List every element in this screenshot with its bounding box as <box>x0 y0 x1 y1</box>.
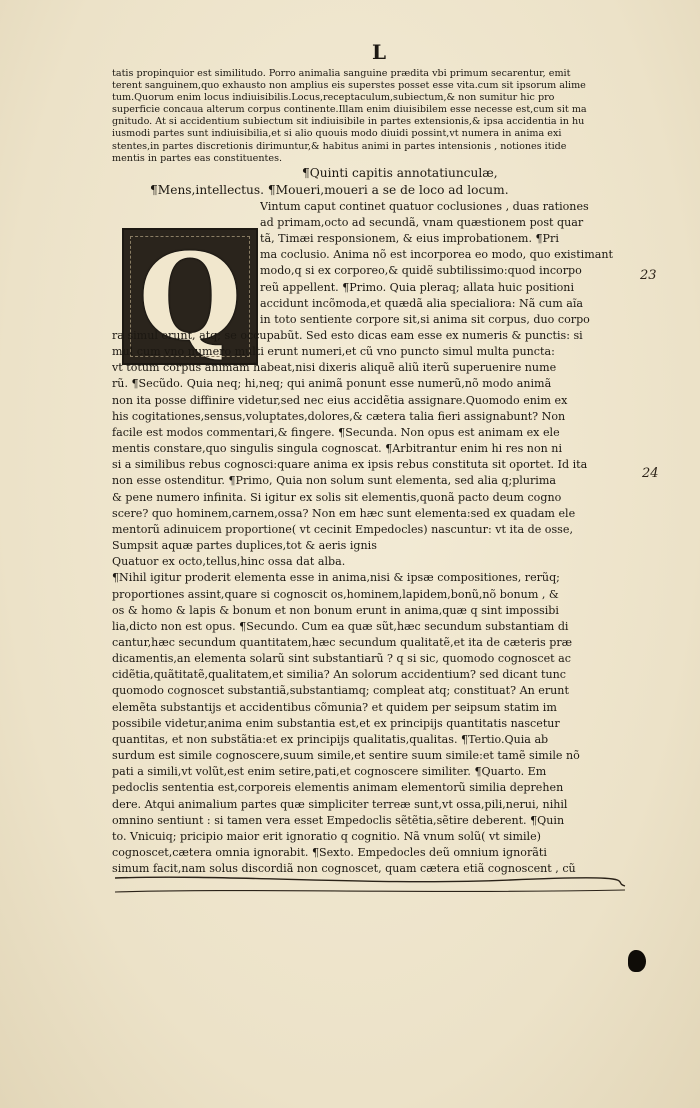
text-line: surdum est simile cognoscere,suum simile,et sentire suum simile:et tamẽ simile nõ <box>112 749 580 763</box>
section-heading: ¶Quinti capitis annotatiunculæ, <box>302 165 498 180</box>
text-line: iusmodi partes sunt indiuisibilia,et si alio quouis modo diuidi possint,vt numera in anima exi <box>112 128 562 140</box>
text-line: tum.Quorum enim locus indiuisibilis.Locus,receptaculum,subiectum,& non sumitur hic pro <box>112 92 555 104</box>
text-line: quomodo cognoscet substantiã,substantiamq; compleat atq; constituat? An erunt <box>112 684 569 698</box>
text-line: ¶Nihil igitur proderit elementa esse in anima,nisi & ipsæ compositiones, rerũq; <box>112 571 560 585</box>
text-line: terent sanguinem,quo exhausto non amplius eis superstes posset esse vita.cum sit ipsorum alime <box>112 80 586 92</box>
text-line: vt totum corpus animam habeat,nisi dixeris aliquẽ aliũ iterũ superuenire nume <box>112 361 557 375</box>
main-text <box>112 68 642 877</box>
text-line: cantur,hæc secundum quantitatem,hæc secundum qualitatẽ,et ita de cæteris præ <box>112 635 573 649</box>
text-line: elemẽta substantijs et accidentibus cõmunia? et quidem per seipsum statim im <box>112 700 557 714</box>
text-line: his cogitationes,sensus,voluptates,dolores,& cætera talia fieri assignabunt? Non <box>112 409 566 423</box>
text-line: mentorũ adinuicem proportione( vt cecinit Empedocles) nascuntur: vt ita de osse, <box>112 522 573 536</box>
text-line: to. Vnicuiq; pricipio maior erit ignoratio q cognitio. Nã vnum solũ( vt simile) <box>112 829 541 843</box>
text-line: lia,dicto non est opus. ¶Secundo. Cum ea quæ sũt,hæc secundum substantiam di <box>112 619 569 633</box>
text-line: omnino sentiunt : si tamen vera esset Empedoclis sẽtẽtia,sẽtire deberent. ¶Quin <box>112 813 565 827</box>
text-line: os & homo & lapis & bonum et non bonum erunt in anima,quæ q sint impossibi <box>112 603 559 617</box>
text-line: tatis propinquior est similitudo. Porro animalia sanguine prædita vbi primum secarentur, emit <box>112 68 571 79</box>
text-line: stentes,in partes discretionis dirimuntur,& habitus animi in partes intensionis , notiones itide <box>112 140 567 152</box>
text-line: reũ appellent. ¶Primo. Quia pleraq; allata huic positioni <box>260 280 574 294</box>
text-line: cidẽtia,quãtitatẽ,qualitatem,et similia? An solorum accidentium? sed dicant tunc <box>112 668 566 682</box>
initial-letter: Q <box>138 226 242 366</box>
text-line: mentis in partes eas constituentes. <box>112 152 283 164</box>
text-line: si a similibus rebus cognosci:quare anima ex ipsis rebus constituta sit oportet. Id ita <box>112 458 588 472</box>
text-line: superficie concaua alterum corpus continente.Illam enim diuisibilem esse necesse est,cum sit ma <box>112 104 587 116</box>
handwritten-underline <box>110 872 630 896</box>
page-signature: L <box>372 40 388 64</box>
text-line: ra simul erunt, atq; se occupabũt. Sed esto dicas eam esse ex numeris & punctis: si <box>112 329 583 342</box>
text-line: facile est modos commentari,& fingere. ¶Secunda. Non opus est animam ex ele <box>112 425 560 439</box>
text-line: in toto sentiente corpore sit,si anima sit corpus, duo corpo <box>260 312 590 326</box>
text-line: & pene numero infinita. Si igitur ex solis sit elementis,quonã pacto deum cogno <box>112 490 562 504</box>
text-line: cognoscet,cætera omnia ignorabit. ¶Sexto. Empedocles deũ omnium ignorãti <box>112 846 547 859</box>
text-line: quantitas, et non substãtia:et ex principijs qualitatis,qualitas. ¶Tertio.Quia ab <box>112 732 549 746</box>
margin-note-23: 23 <box>640 268 657 283</box>
text-line: gnitudo. At si accidentium subiectum sit indiuisibile in partes extensionis,& ipsa accidentia in hu <box>112 116 585 128</box>
text-line: non esse ostenditur. ¶Primo, Quia non solum sunt elementa, sed alia q;plurima <box>112 474 556 488</box>
text-line: mentis constare,quo singulis singula cognoscat. ¶Arbitrantur enim hi res non ni <box>112 442 562 456</box>
text-line: ma coclusio. Anima nõ est incorporea eo modo, quo existimant <box>260 248 613 262</box>
section-subheading: ¶Mens,intellectus. ¶Moueri,moueri a se de loco ad locum. <box>150 182 509 197</box>
text-line: mul cum vno numero multi erunt numeri,et cũ vno puncto simul multa puncta: <box>112 345 555 359</box>
text-line: pati a simili,vt volũt,est enim setire,pati,et cognoscere similiter. ¶Quarto. Em <box>112 765 547 779</box>
text-line: simum facit,nam solus discordiã non cognoscet, quam cætera etiã cognoscent , cũ <box>112 862 576 876</box>
text-line: modo,q si ex corporeo,& quidẽ subtilissimo:quod incorpo <box>260 264 582 278</box>
text-line: accidunt incõmoda,et quædã alia specialiora: Nã cum aĩa <box>260 296 584 310</box>
margin-note-24: 24 <box>642 466 659 481</box>
text-line: dere. Atqui animalium partes quæ simpliciter terreæ sunt,vt ossa,pili,nerui, nihil <box>112 797 568 811</box>
text-line: ad primam,octo ad secundã, vnam quæstionem post quar <box>260 215 584 229</box>
text-line: tã, Timæi responsionem, & eius improbationem. ¶Pri <box>260 232 559 246</box>
verse-line: Quatuor ex octo,tellus,hinc ossa dat alba. <box>112 555 346 569</box>
text-line: pedoclis sententia est,corporeis elementis animam elementorũ similia deprehen <box>112 781 564 795</box>
text-line: dicamentis,an elementa solarũ sint substantiarũ ? q si sic, quomodo cognoscet ac <box>112 652 571 666</box>
text-line: non ita posse diffinire videtur,sed nec eius accidẽtia assignare.Quomodo enim ex <box>112 393 568 407</box>
text-line: Vintum caput continet quatuor coclusiones , duas rationes <box>260 199 589 213</box>
text-line: rũ. ¶Secũdo. Quia neq; hi,neq; qui animã ponunt esse numerũ,nõ modo animã <box>112 377 552 391</box>
text-line: scere? quo hominem,carnem,ossa? Non em hæc sunt elementa:sed ex quadam ele <box>112 506 576 520</box>
verse-line: Sumpsit aquæ partes duplices,tot & aeris ignis <box>112 539 377 553</box>
text-line: possibile videtur,anima enim substantia est,et ex principijs quantitatis nascetur <box>112 716 560 730</box>
text-line: proportiones assint,quare si cognoscit os,hominem,lapidem,bonũ,nõ bonum , & <box>112 587 559 601</box>
ink-blot <box>628 950 646 972</box>
